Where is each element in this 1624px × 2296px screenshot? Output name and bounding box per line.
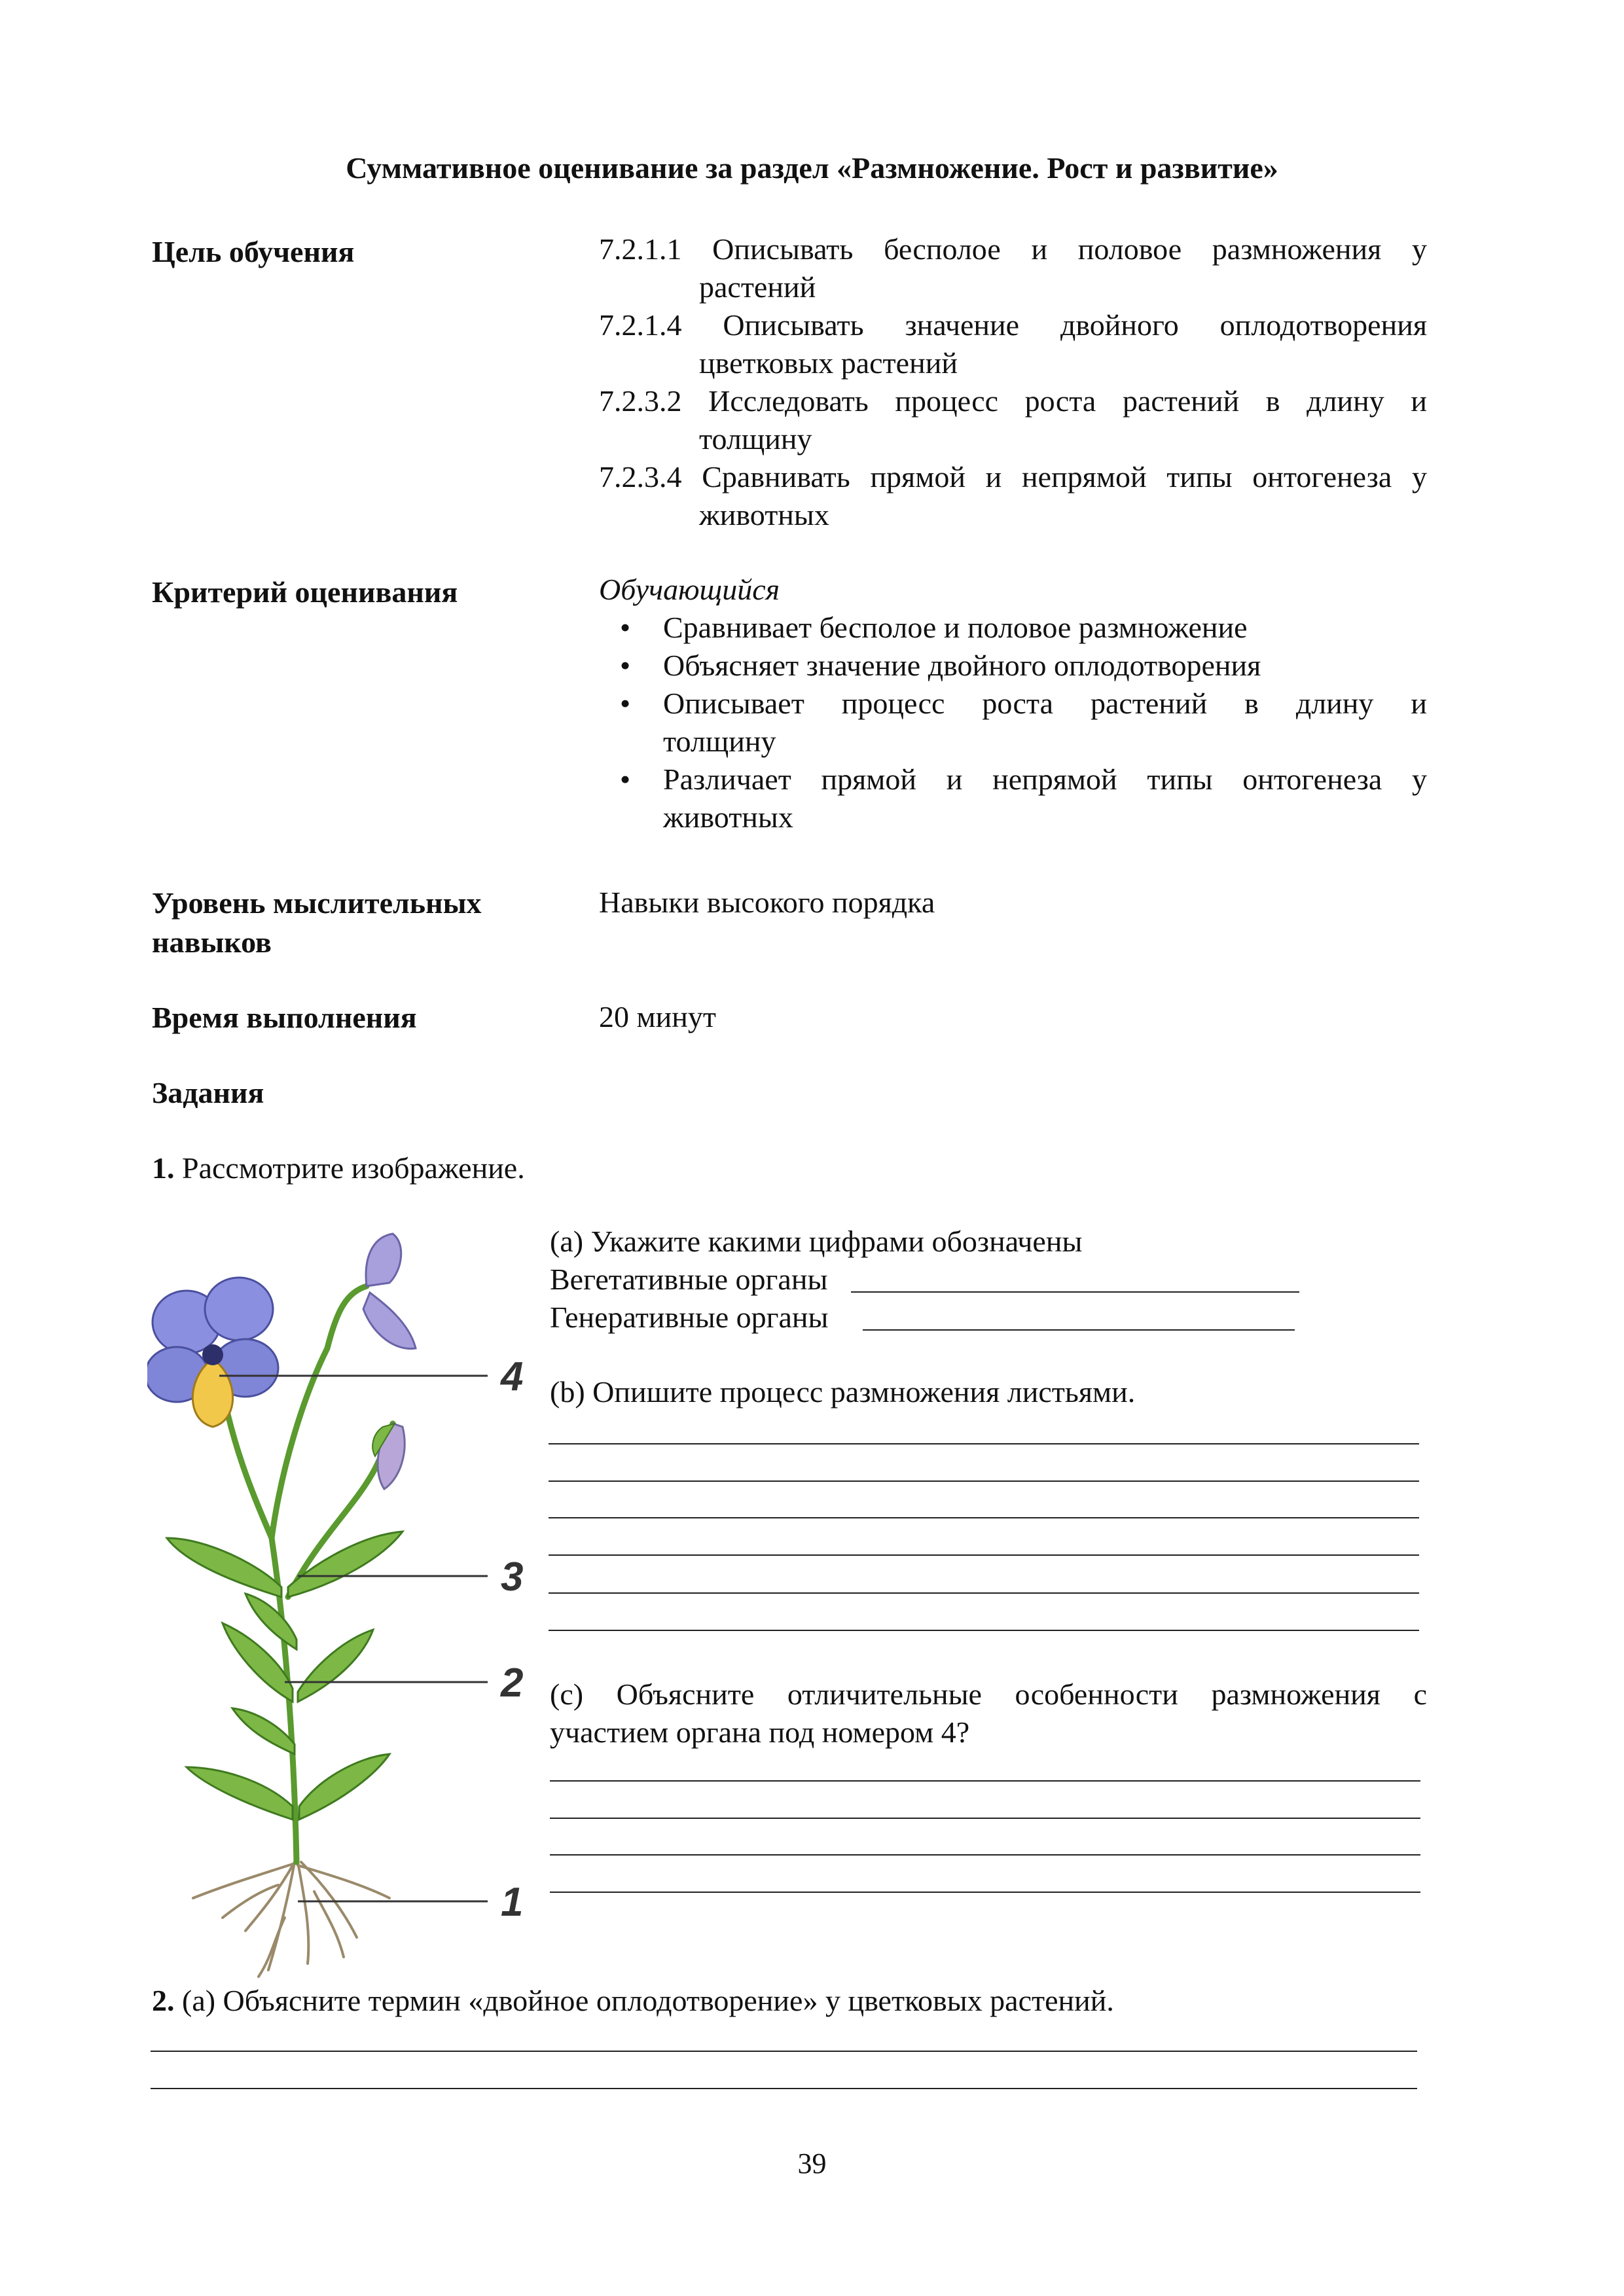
objective-text: 7.2.1.4 Описывать значение двойного оплодотворения [599, 308, 1427, 342]
answer-line[interactable] [550, 1892, 1420, 1893]
criteria-label: Критерий оценивания [152, 575, 458, 609]
objective-label: Цель обучения [152, 235, 355, 268]
objective-text: 7.2.3.2 Исследовать процесс роста растений в длину и [599, 384, 1427, 418]
task1-number: 1. [152, 1151, 175, 1185]
flower-side [363, 1234, 416, 1349]
task1c-line: (с) Объясните отличительные особенности размножения с [550, 1677, 1427, 1711]
objective-item [599, 458, 1427, 534]
objective-cont: животных [699, 498, 829, 531]
criteria-item [599, 609, 1427, 647]
answer-line[interactable] [549, 1630, 1419, 1631]
objective-item [599, 306, 1427, 382]
skills-value: Навыки высокого порядка [599, 886, 935, 919]
criteria-list [599, 609, 1427, 836]
answer-line[interactable] [550, 1780, 1420, 1782]
pansy-plant-figure [147, 1230, 540, 1990]
skills-label [152, 884, 482, 962]
answer-line[interactable] [550, 1818, 1420, 1819]
criteria-item [599, 685, 1427, 761]
callout-numbers [499, 1354, 523, 1925]
answer-line[interactable] [549, 1554, 1419, 1556]
criteria-head: Обучающийся [599, 573, 780, 606]
task2-number: 2. [152, 1984, 175, 2017]
answer-line[interactable] [151, 2051, 1417, 2052]
objective-list [599, 230, 1427, 534]
criteria-text-cont: толщину [663, 725, 776, 758]
answer-line[interactable] [549, 1480, 1419, 1482]
time-value: 20 минут [599, 1000, 716, 1033]
objective-cont: цветковых растений [699, 346, 958, 380]
objective-item [599, 230, 1427, 306]
answer-line[interactable] [550, 1854, 1420, 1856]
criteria-item [599, 761, 1427, 836]
answer-line[interactable] [549, 1592, 1419, 1594]
criteria-text: Сравнивает бесполое и половое размножение [663, 611, 1248, 644]
callout-2: 2 [501, 1660, 524, 1706]
callout-1: 1 [501, 1880, 524, 1925]
skills-label-line: навыков [152, 925, 272, 959]
callout-3: 3 [501, 1554, 524, 1600]
task2-instruction [152, 1983, 1114, 2018]
task1-instruction [152, 1151, 525, 1185]
criteria-item [599, 647, 1427, 685]
veg-label: Вегетативные органы [550, 1263, 828, 1296]
gen-label: Генеративные органы [550, 1300, 829, 1334]
veg-row [550, 1261, 1427, 1299]
task1a-prompt: (а) Укажите какими цифрами обозначены [550, 1225, 1083, 1258]
task1a [550, 1223, 1427, 1336]
answer-line[interactable] [151, 2088, 1417, 2089]
criteria-block [599, 571, 1427, 836]
gen-row [550, 1299, 1427, 1336]
callout-4: 4 [501, 1354, 524, 1399]
task1c-line: участием органа под номером 4? [550, 1715, 970, 1749]
skills-label-line: Уровень мыслительных [152, 886, 482, 920]
tasks-heading: Задания [152, 1076, 264, 1109]
time-label: Время выполнения [152, 1001, 417, 1034]
criteria-text: • Описывает процесс роста растений в длину и [663, 687, 1427, 720]
plant-roots [193, 1862, 389, 1977]
objective-item [599, 382, 1427, 458]
objective-cont: растений [699, 270, 816, 304]
answer-line[interactable] [549, 1443, 1419, 1444]
flower-main [147, 1278, 278, 1427]
task2-text: (а) Объясните термин «двойное оплодотворение» у цветковых растений. [182, 1984, 1114, 2017]
page-number: 39 [797, 2147, 827, 2179]
criteria-text: Объясняет значение двойного оплодотворения [663, 649, 1261, 682]
criteria-text: • Различает прямой и непрямой типы онтогенеза у [663, 762, 1427, 796]
task1-text: Рассмотрите изображение. [182, 1151, 525, 1185]
objective-text: 7.2.1.1 Описывать бесполое и половое размножения у [599, 232, 1427, 266]
task1c [550, 1676, 1427, 1751]
flower-bud [372, 1424, 405, 1489]
gen-answer-line[interactable] [863, 1329, 1295, 1331]
page-title: Суммативное оценивание за раздел «Размножение. Рост и развитие» [346, 151, 1278, 185]
plant-leaves [167, 1532, 403, 1820]
answer-line[interactable] [549, 1517, 1419, 1518]
criteria-text-cont: животных [663, 800, 793, 834]
objective-text: 7.2.3.4 Сравнивать прямой и непрямой типы онтогенеза у [599, 460, 1427, 493]
task1b-prompt: (b) Опишите процесс размножения листьями. [550, 1375, 1136, 1408]
objective-cont: толщину [699, 422, 812, 456]
veg-answer-line[interactable] [851, 1291, 1299, 1293]
